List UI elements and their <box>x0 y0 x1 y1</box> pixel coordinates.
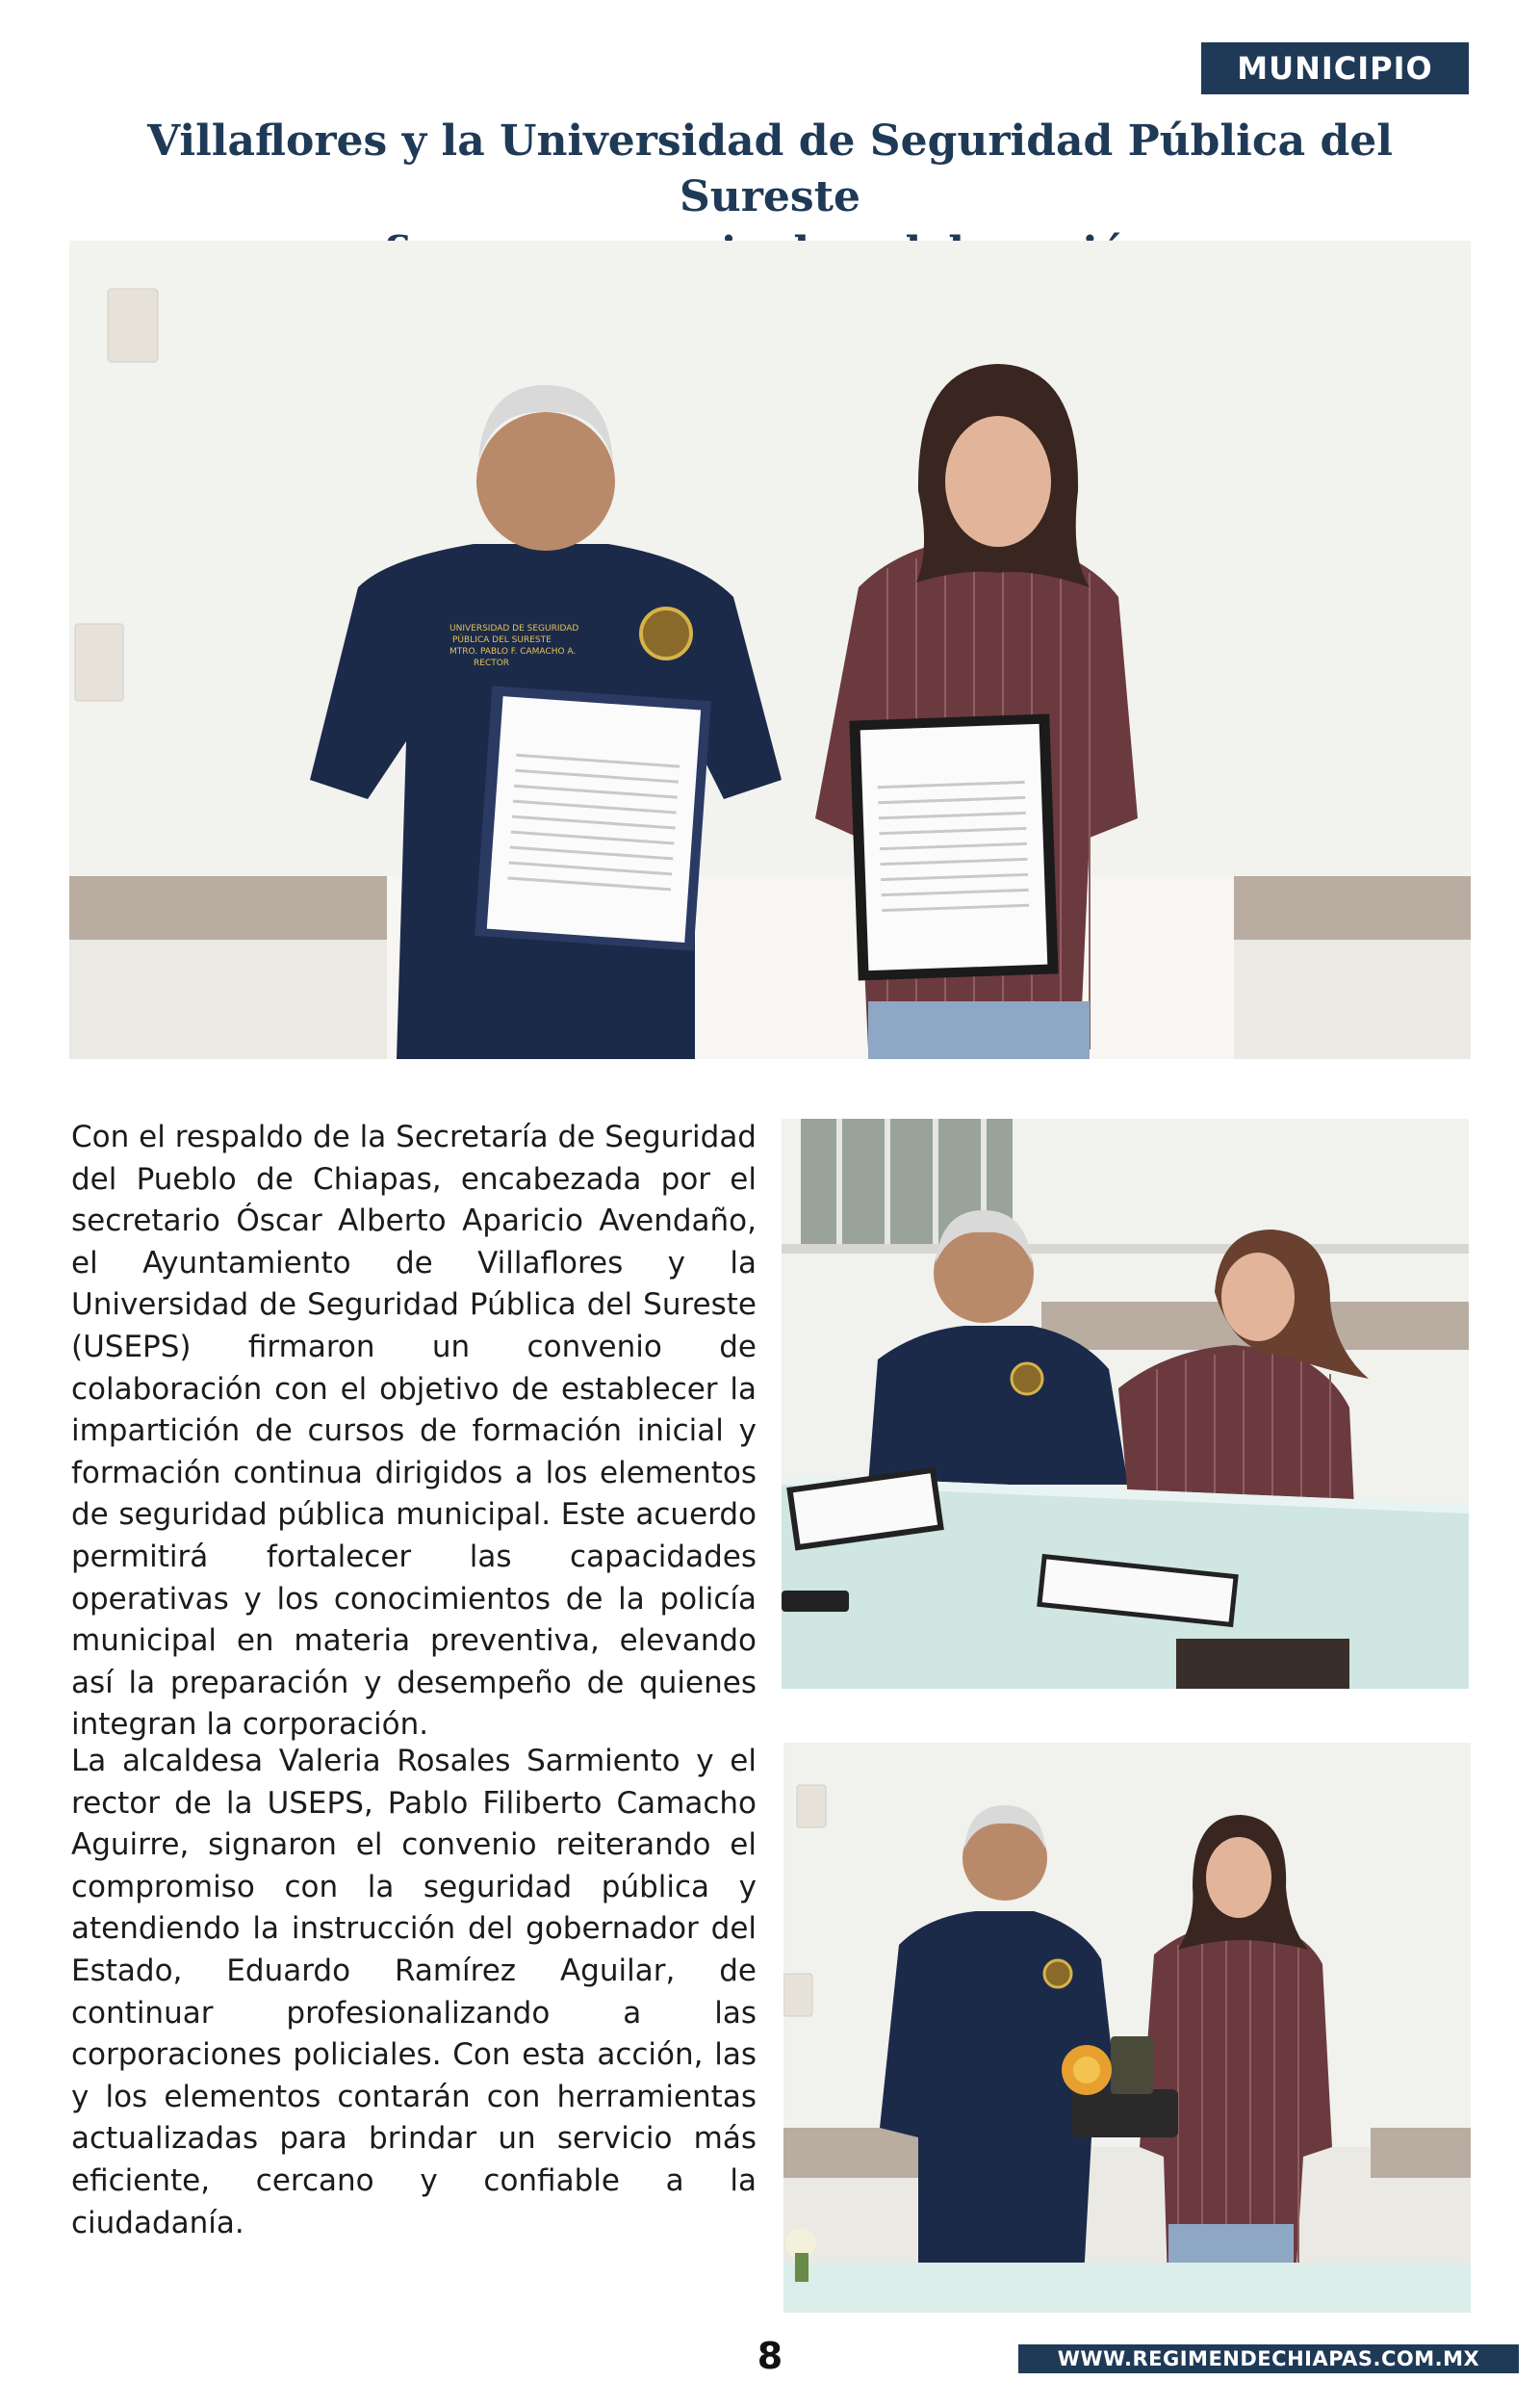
shirt-text-3: MTRO. PABLO F. CAMACHO A. <box>449 647 577 657</box>
photo-signing-agreement <box>782 1119 1469 1689</box>
shirt-text-4: RECTOR <box>474 659 510 668</box>
section-tag: MUNICIPIO <box>1201 42 1469 94</box>
article-paragraph-2: La alcaldesa Valeria Rosales Sarmiento y el rector de la USEPS, Pablo Filiberto Camacho Aguirre, signaron el convenio reiterando el compromiso con la seguridad pública y atendiendo la instrucción del gobernador del Estado, Eduardo Ramírez Aguilar, de continuar profesionalizando a las corporaciones policiales. Con esta acción, las y los elementos contarán con herramientas actualizadas para brindar un servicio más eficiente, cercano y confiable a la ciudadanía. <box>71 1744 757 2240</box>
photo-main-agreement-holders <box>69 241 1471 1059</box>
shirt-text-2: PÚBLICA DEL SURESTE <box>452 635 552 645</box>
site-url[interactable]: WWW.REGIMENDECHIAPAS.COM.MX <box>1018 2344 1519 2373</box>
shirt-text-1: UNIVERSIDAD DE SEGURIDAD <box>449 624 579 634</box>
photo-signing-illustration <box>782 1119 1469 1689</box>
photo-gift-exchange <box>783 1743 1471 2313</box>
headline-line-1: Villaflores y la Universidad de Seguridad Pública del Sureste <box>147 116 1393 221</box>
article-paragraph-1: Con el respaldo de la Secretaría de Seguridad del Pueblo de Chiapas, encabezada por el secretario Óscar Alberto Aparicio Avendaño, el Ayuntamiento de Villaflores y la Universidad de Seguridad Pública del Sureste (USEPS) firmaron un convenio de colaboración con el objetivo de establecer la impartición de cursos de formación inicial y formación continua dirigidos a los elementos de seguridad pública municipal. Este acuerdo permitirá fortalecer las capacidades operativas y los conocimientos de la policía municipal en materia preventiva, elevando así la preparación y desempeño de quienes integran la corporación. <box>71 1120 757 1743</box>
page-number: 8 <box>757 2335 783 2377</box>
photo-main-illustration <box>69 241 1471 1059</box>
photo-gift-illustration <box>783 1743 1471 2313</box>
